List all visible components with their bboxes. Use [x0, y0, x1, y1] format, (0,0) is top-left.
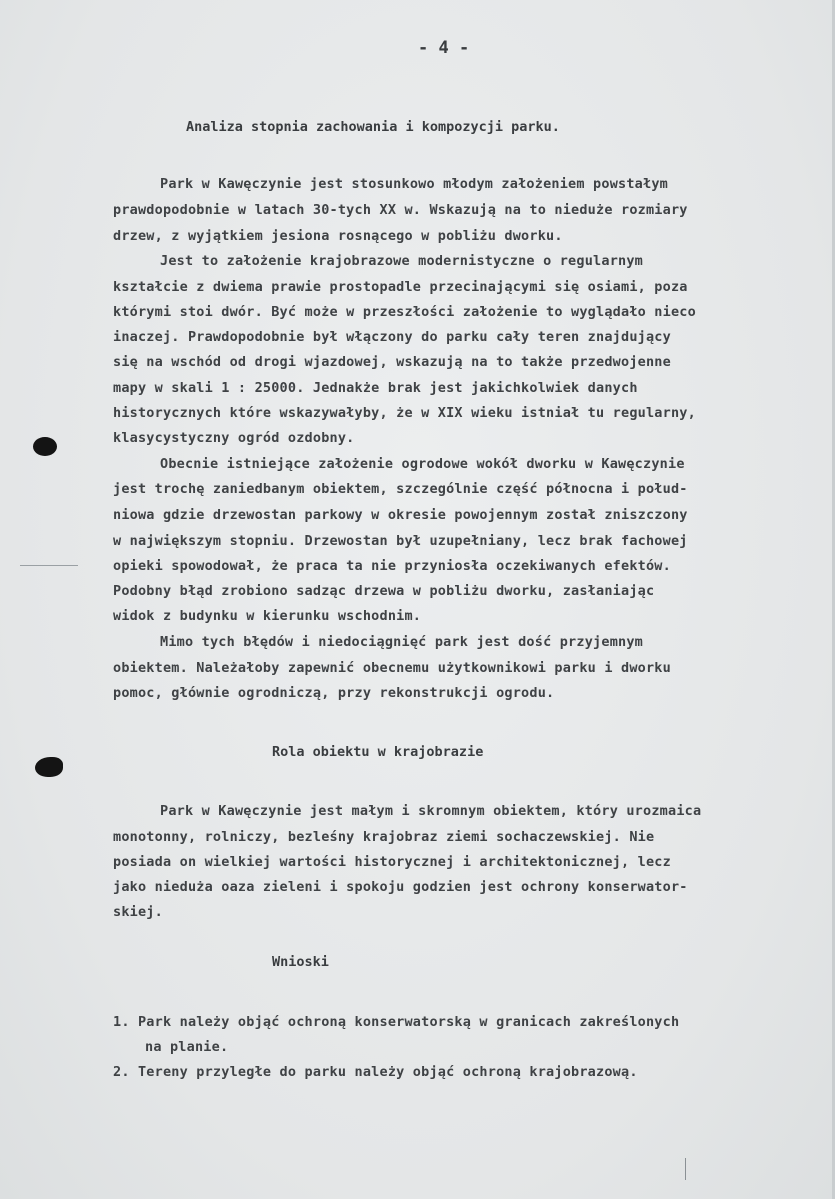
role-heading: Rola obiektu w krajobrazie — [272, 744, 484, 760]
analysis-line: inaczej. Prawdopodobnie był włączony do parku cały teren znajdujący — [113, 329, 671, 345]
analysis-line: obiektem. Należałoby zapewnić obecnemu użytkownikowi parku i dworku — [113, 660, 671, 676]
conclusions-heading: Wnioski — [272, 954, 329, 970]
analysis-line: mapy w skali 1 : 25000. Jednakże brak jest jakichkolwiek danych — [113, 380, 638, 396]
analysis-line: w największym stopniu. Drzewostan był uzupełniany, lecz brak fachowej — [113, 533, 688, 549]
analysis-line: opieki spowodował, że praca ta nie przyniosła oczekiwanych efektów. — [113, 558, 671, 574]
analysis-line: pomoc, głównie ogrodniczą, przy rekonstrukcji ogrodu. — [113, 685, 555, 701]
conclusion-item: 1. Park należy objąć ochroną konserwatorską w granicach zakreślonych — [113, 1014, 680, 1030]
role-line: posiada on wielkiej wartości historycznej i architektonicznej, lecz — [113, 854, 671, 870]
punch-hole-top — [33, 437, 57, 456]
analysis-line: kształcie z dwiema prawie prostopadle przecinającymi się osiami, poza — [113, 279, 688, 295]
conclusion-item: na planie. — [145, 1039, 229, 1055]
analysis-line: historycznych które wskazywałyby, że w XIX wieku istniał tu regularny, — [113, 405, 696, 421]
analysis-line: Park w Kawęczynie jest stosunkowo młodym założeniem powstałym — [160, 176, 668, 192]
analysis-heading: Analiza stopnia zachowania i kompozycji parku. — [186, 119, 560, 135]
analysis-line: Mimo tych błędów i niedociągnięć park jest dość przyjemnym — [160, 634, 644, 650]
analysis-line: drzew, z wyjątkiem jesiona rosnącego w pobliżu dworku. — [113, 228, 563, 244]
scan-mark — [685, 1158, 686, 1180]
conclusion-item: 2. Tereny przyległe do parku należy objąć ochroną krajobrazową. — [113, 1064, 638, 1080]
analysis-line: się na wschód od drogi wjazdowej, wskazują na to także przedwojenne — [113, 354, 671, 370]
punch-hole-bottom — [35, 757, 63, 777]
role-line: jako nieduża oaza zieleni i spokoju godzien jest ochrony konserwator- — [113, 879, 688, 895]
analysis-line: jest trochę zaniedbanym obiektem, szczególnie część północna i połud- — [113, 481, 688, 497]
role-line: skiej. — [113, 904, 163, 920]
analysis-line: Obecnie istniejące założenie ogrodowe wokół dworku w Kawęczynie — [160, 456, 685, 472]
margin-mark — [20, 565, 78, 566]
analysis-line: Jest to założenie krajobrazowe modernistyczne o regularnym — [160, 253, 644, 269]
analysis-line: klasycystyczny ogród ozdobny. — [113, 430, 355, 446]
role-line: Park w Kawęczynie jest małym i skromnym obiektem, który urozmaica — [160, 803, 702, 819]
page-number: - 4 - — [418, 38, 470, 58]
analysis-line: którymi stoi dwór. Być może w przeszłości założenie to wyglądało nieco — [113, 304, 696, 320]
analysis-line: prawdopodobnie w latach 30-tych XX w. Wskazują na to nieduże rozmiary — [113, 202, 688, 218]
analysis-line: widok z budynku w kierunku wschodnim. — [113, 608, 422, 624]
analysis-line: niowa gdzie drzewostan parkowy w okresie powojennym został zniszczony — [113, 507, 688, 523]
role-line: monotonny, rolniczy, bezleśny krajobraz ziemi sochaczewskiej. Nie — [113, 829, 655, 845]
analysis-line: Podobny błąd zrobiono sadząc drzewa w pobliżu dworku, zasłaniając — [113, 583, 655, 599]
